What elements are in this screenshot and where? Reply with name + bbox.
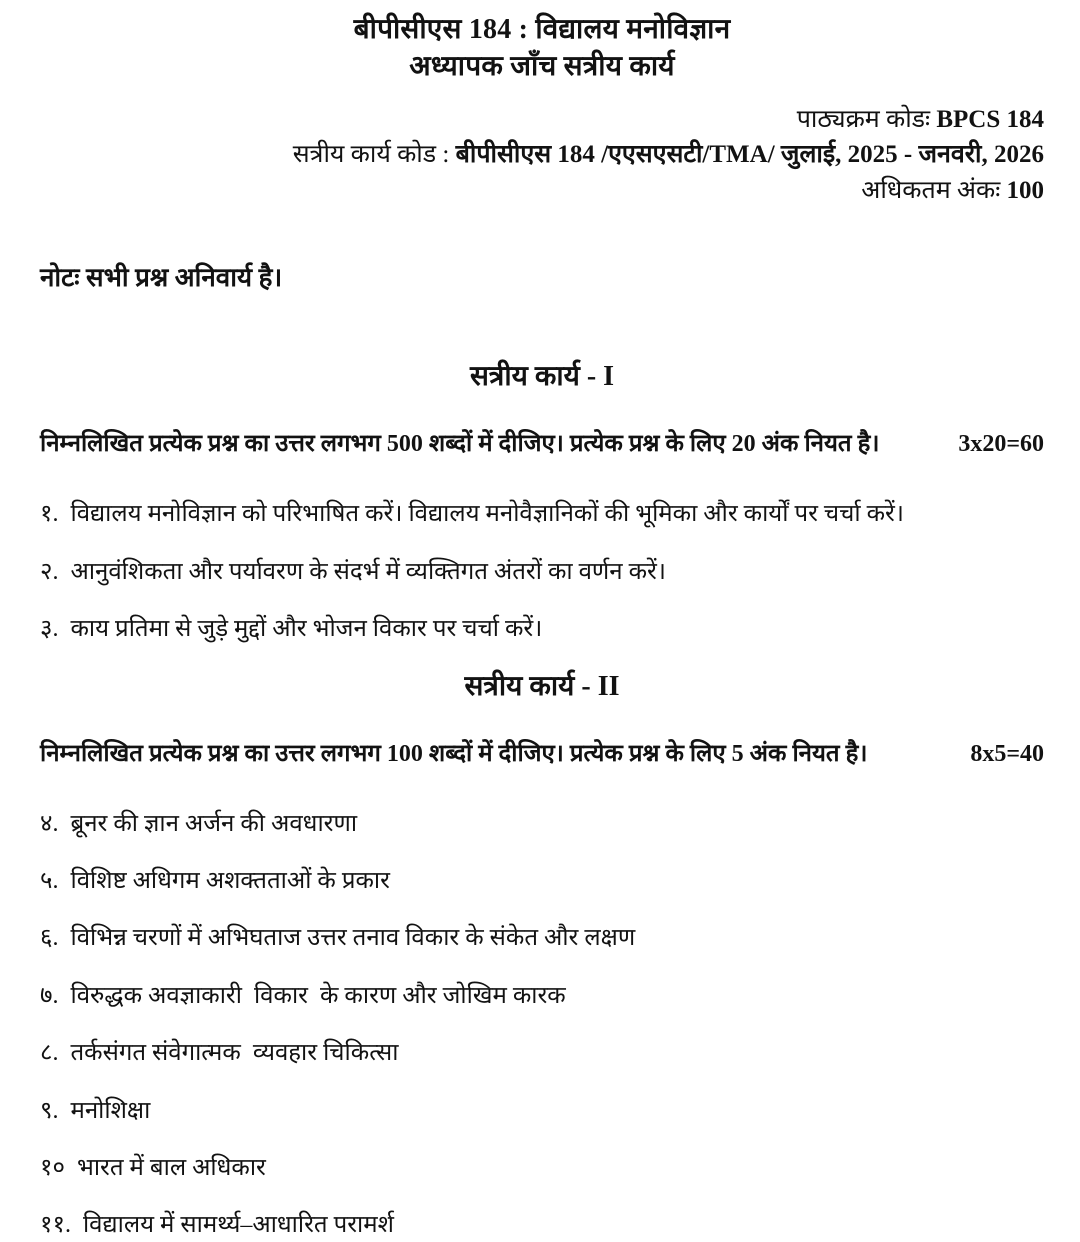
assignment-code-label: सत्रीय कार्य कोड : <box>292 141 450 169</box>
course-meta-block <box>40 102 1044 209</box>
document-title <box>40 12 1044 86</box>
section-2-questions <box>40 808 1044 1242</box>
question-3-number: ३. <box>40 616 59 643</box>
section-2-instruction: निम्नलिखित प्रत्येक प्रश्न का उत्तर लगभग 100 शब्दों में दीजिए। प्रत्येक प्रश्न के लिए 5 अंक नियत है। <box>40 740 868 767</box>
assignment-code-value: बीपीसीएस 184 /एएसएसटी/TMA/ जुलाई, 2025 - जनवरी, 2026 <box>455 141 1044 169</box>
question-11 <box>40 1209 1044 1241</box>
max-marks-label: अधिकतम अंकः <box>861 176 1001 204</box>
section-2-heading: सत्रीय कार्य - II <box>464 670 620 702</box>
question-9-number: ९. <box>40 1097 59 1124</box>
question-8 <box>40 1037 1044 1069</box>
section-1-instruction: निम्नलिखित प्रत्येक प्रश्न का उत्तर लगभग 500 शब्दों में दीजिए। प्रत्येक प्रश्न के लिए 20 अंक नियत है। <box>40 431 880 458</box>
question-3 <box>40 613 1044 645</box>
question-9-text: मनोशिक्षा <box>70 1097 151 1124</box>
question-10-text: भारत में बाल अधिकार <box>76 1154 266 1181</box>
question-11-number: ११. <box>40 1212 71 1239</box>
question-2-number: २. <box>40 558 59 585</box>
assignment-title-line: अध्यापक जाँच सत्रीय कार्य <box>409 50 675 82</box>
question-5-number: ५. <box>40 867 59 894</box>
question-8-number: ८. <box>40 1040 59 1067</box>
section-1-marks: 3x20=60 <box>958 431 1044 458</box>
question-1 <box>40 498 1044 530</box>
assignment-code-line <box>40 137 1044 173</box>
section-1-instruction-block <box>40 426 1044 462</box>
section-2-marks: 8x5=40 <box>970 740 1044 767</box>
question-4 <box>40 808 1044 840</box>
section-2-instruction-block <box>40 736 1044 772</box>
section-1-questions <box>40 498 1044 645</box>
question-1-number: १. <box>40 501 59 528</box>
question-4-number: ४. <box>40 810 59 837</box>
course-code-label: पाठ्यक्रम कोडः <box>796 105 931 133</box>
question-11-text: विद्यालय में सामर्थ्य–आधारित परामर्श <box>82 1212 394 1239</box>
question-5-text: विशिष्ट अधिगम अशक्तताओं के प्रकार <box>70 867 390 894</box>
course-title-line: बीपीसीएस 184 : विद्यालय मनोविज्ञान <box>353 14 731 45</box>
question-6 <box>40 922 1044 954</box>
question-7-text: विरुद्धक अवज्ञाकारी विकार के कारण और जोखिम कारक <box>70 982 566 1009</box>
question-2 <box>40 556 1044 588</box>
course-code-line <box>40 102 1044 138</box>
question-7 <box>40 980 1044 1012</box>
max-marks-value: 100 <box>1006 176 1044 204</box>
question-5 <box>40 865 1044 897</box>
question-1-text: विद्यालय मनोविज्ञान को परिभाषित करें। विद्यालय मनोवैज्ञानिकों की भूमिका और कार्यों पर चर्चा करें। <box>70 501 904 528</box>
question-3-text: काय प्रतिमा से जुड़े मुद्दों और भोजन विकार पर चर्चा करें। <box>70 616 543 643</box>
question-9 <box>40 1095 1044 1127</box>
question-2-text: आनुवंशिकता और पर्यावरण के संदर्भ में व्यक्तिगत अंतरों का वर्णन करें। <box>70 558 666 585</box>
question-6-text: विभिन्न चरणों में अभिघताज उत्तर तनाव विकार के संकेत और लक्षण <box>70 925 636 952</box>
question-6-number: ६. <box>40 925 59 952</box>
max-marks-line <box>40 173 1044 209</box>
question-10 <box>40 1152 1044 1184</box>
note-line: नोटः सभी प्रश्न अनिवार्य है। <box>40 263 283 293</box>
question-7-number: ७. <box>40 982 59 1009</box>
question-10-number: १० <box>40 1154 65 1181</box>
question-8-text: तर्कसंगत संवेगात्मक व्यवहार चिकित्सा <box>70 1040 399 1067</box>
section-1-heading: सत्रीय कार्य - I <box>469 361 615 393</box>
course-code-value: BPCS 184 <box>936 105 1044 133</box>
question-4-text: ब्रूनर की ज्ञान अर्जन की अवधारणा <box>70 810 358 837</box>
